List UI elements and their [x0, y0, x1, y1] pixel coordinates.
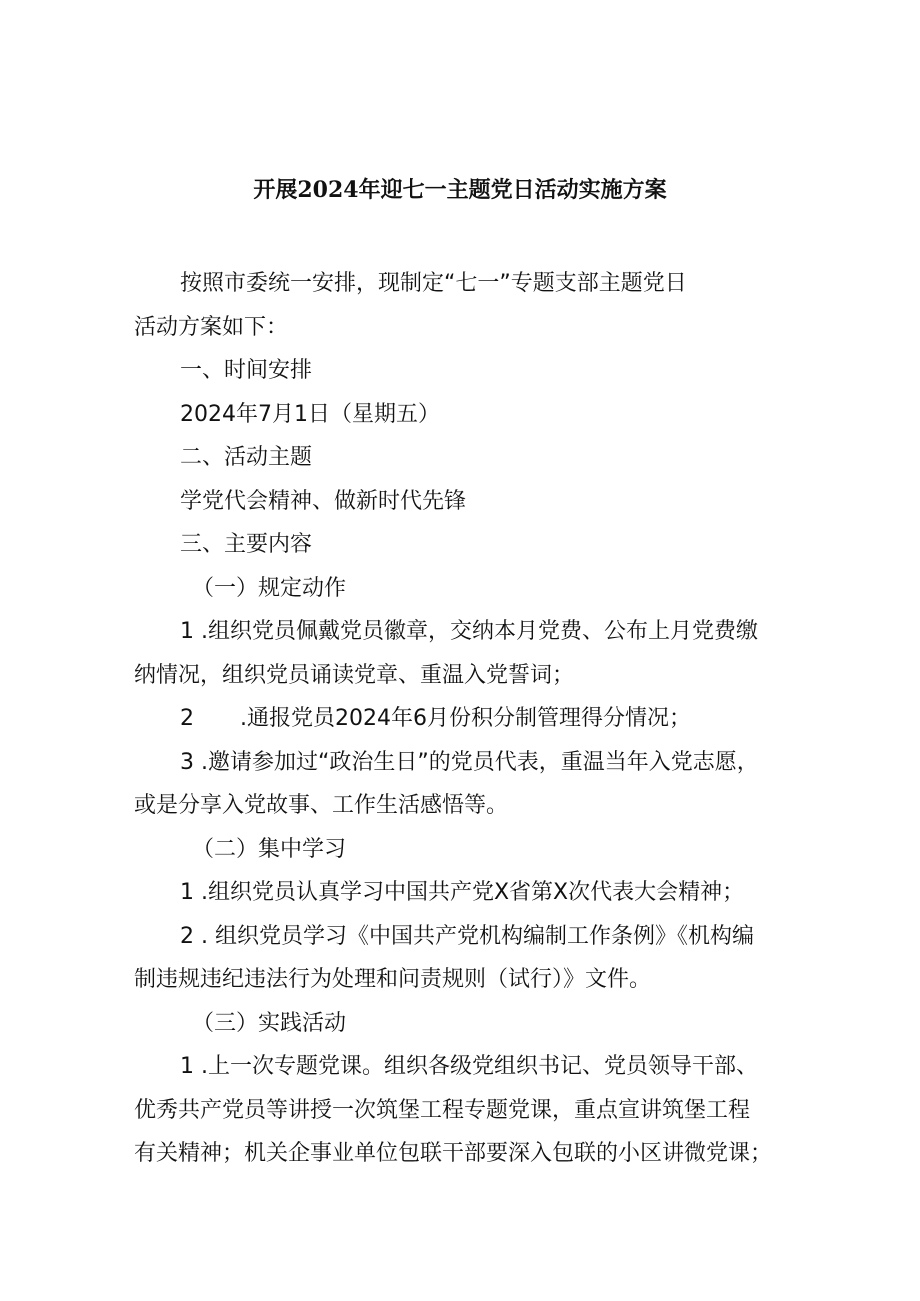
sub1-item1-line-1: 1 .组织党员佩戴党员徽章，交纳本月党费、公布上月党费缴 — [180, 619, 758, 644]
subsection-2-heading: （二）集中学习 — [192, 837, 347, 862]
section-1-date: 2024年7月1日（星期五） — [180, 402, 440, 427]
sub1-item1-line-2: 纳情况，组织党员诵读党章、重温入党誓词； — [134, 663, 575, 688]
sub1-item2-number: 2 — [180, 706, 194, 731]
section-2-theme: 学党代会精神、做新时代先锋 — [180, 489, 467, 514]
sub2-item2-line-1: 2 . 组织党员学习《中国共产党机构编制工作条例》《机构编 — [180, 924, 754, 949]
sub3-item1-line-3: 有关精神；机关企事业单位包联干部要深入包联的小区讲微党课； — [134, 1141, 773, 1166]
sub3-item1-line-1: 1 .上一次专题党课。组织各级党组织书记、党员领导干部、 — [180, 1054, 758, 1079]
section-1-heading: 一、时间安排 — [180, 358, 313, 383]
subsection-1-heading: （一）规定动作 — [192, 576, 347, 601]
section-2-heading: 二、活动主题 — [180, 445, 313, 470]
subsection-3-heading: （三）实践活动 — [192, 1011, 347, 1036]
intro-line-1: 按照市委统一安排，现制定“七一”专题支部主题党日 — [180, 271, 687, 296]
section-3-heading: 三、主要内容 — [180, 532, 313, 557]
sub1-item2-text: .通报党员2024年6月份积分制管理得分情况； — [240, 706, 691, 731]
document-title: 开展2024年迎七一主题党日活动实施方案 — [253, 177, 667, 203]
sub1-item3-line-1: 3 .邀请参加过“政治生日”的党员代表，重温当年入党志愿， — [180, 750, 759, 775]
sub2-item1: 1 .组织党员认真学习中国共产党X省第X次代表大会精神； — [180, 880, 745, 905]
sub2-item2-line-2: 制违规违纪违法行为处理和问责规则（试行）》文件。 — [134, 967, 652, 992]
intro-line-2: 活动方案如下： — [134, 315, 289, 340]
sub3-item1-line-2: 优秀共产党员等讲授一次筑堡工程专题党课，重点宣讲筑堡工程 — [134, 1098, 751, 1123]
sub1-item3-line-2: 或是分享入党故事、工作生活感悟等。 — [134, 793, 509, 818]
